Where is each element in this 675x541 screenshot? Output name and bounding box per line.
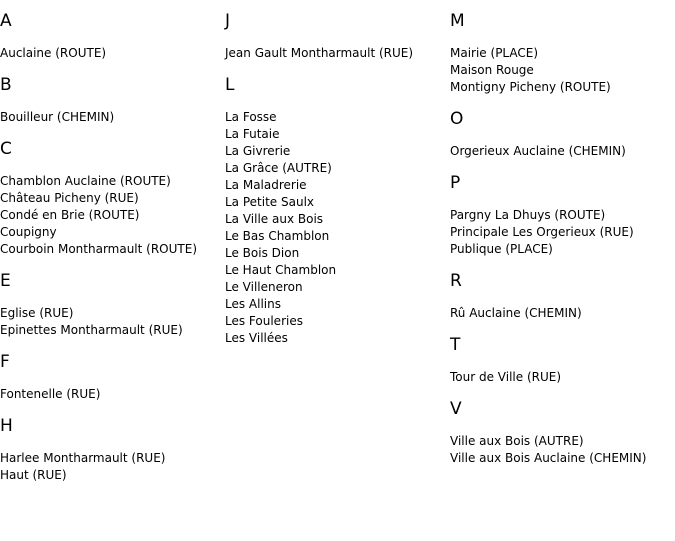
street-link[interactable]: Courboin Montharmault (ROUTE) — [0, 242, 198, 256]
letter-heading: C — [0, 139, 12, 159]
street-link[interactable]: Ville aux Bois (AUTRE) — [450, 434, 584, 448]
letter-heading: E — [0, 271, 11, 291]
street-link[interactable]: Maison Rouge — [450, 63, 534, 77]
letter-group — [0, 10, 225, 62]
street-list — [450, 45, 675, 96]
street-list — [0, 109, 225, 126]
street-link[interactable]: La Futaie — [225, 127, 280, 141]
street-link[interactable]: Publique (PLACE) — [450, 242, 553, 256]
street-link[interactable]: Condé en Brie (ROUTE) — [0, 208, 140, 222]
letter-group — [450, 172, 675, 258]
street-list — [0, 386, 225, 403]
letter-heading: O — [450, 109, 464, 129]
street-link[interactable]: Mairie (PLACE) — [450, 46, 539, 60]
letter-heading: J — [225, 11, 231, 31]
street-link[interactable]: Principale Les Orgerieux (RUE) — [450, 225, 634, 239]
street-link[interactable]: La Ville aux Bois — [225, 212, 324, 226]
letter-heading: P — [450, 173, 461, 193]
letter-group — [0, 351, 225, 403]
index-column — [0, 0, 225, 496]
letter-group — [450, 398, 675, 467]
street-link[interactable]: Rû Auclaine (CHEMIN) — [450, 306, 582, 320]
street-link[interactable]: Les Villées — [225, 331, 288, 345]
street-link[interactable]: Château Picheny (RUE) — [0, 191, 139, 205]
street-link[interactable]: Haut (RUE) — [0, 468, 67, 482]
letter-heading: F — [0, 352, 10, 372]
street-link[interactable]: Bouilleur (CHEMIN) — [0, 110, 115, 124]
street-list — [450, 305, 675, 322]
letter-heading: L — [225, 75, 235, 95]
street-list — [450, 143, 675, 160]
street-link[interactable]: Les Allins — [225, 297, 281, 311]
letter-group — [0, 270, 225, 339]
letter-heading: T — [450, 335, 461, 355]
letter-heading: H — [0, 416, 13, 436]
street-link[interactable]: La Grâce (AUTRE) — [225, 161, 332, 175]
street-list — [450, 369, 675, 386]
letter-heading: A — [0, 11, 12, 31]
street-list — [450, 433, 675, 467]
letter-group — [225, 10, 450, 62]
letter-group — [225, 74, 450, 347]
street-link[interactable]: La Fosse — [225, 110, 277, 124]
letter-heading: B — [0, 75, 12, 95]
street-link[interactable]: Tour de Ville (RUE) — [450, 370, 562, 384]
street-link[interactable]: Epinettes Montharmault (RUE) — [0, 323, 183, 337]
street-list — [225, 45, 450, 62]
street-link[interactable]: Orgerieux Auclaine (CHEMIN) — [450, 144, 626, 158]
letter-heading: R — [450, 271, 462, 291]
street-link[interactable]: Pargny La Dhuys (ROUTE) — [450, 208, 606, 222]
letter-group — [0, 138, 225, 258]
street-link[interactable]: Le Villeneron — [225, 280, 303, 294]
index-column — [225, 0, 450, 359]
street-link[interactable]: Eglise (RUE) — [0, 306, 74, 320]
street-list — [0, 450, 225, 484]
street-list — [0, 45, 225, 62]
street-link[interactable]: Le Haut Chamblon — [225, 263, 337, 277]
letter-heading: M — [450, 11, 465, 31]
street-link[interactable]: La Givrerie — [225, 144, 291, 158]
letter-group — [450, 270, 675, 322]
street-list — [0, 173, 225, 258]
letter-heading: V — [450, 399, 462, 419]
letter-group — [450, 334, 675, 386]
street-link[interactable]: Montigny Picheny (ROUTE) — [450, 80, 611, 94]
street-link[interactable]: Harlee Montharmault (RUE) — [0, 451, 166, 465]
street-link[interactable]: La Maladrerie — [225, 178, 307, 192]
letter-group — [450, 108, 675, 160]
street-link[interactable]: Les Fouleries — [225, 314, 303, 328]
street-list — [225, 109, 450, 347]
street-link[interactable]: Le Bas Chamblon — [225, 229, 330, 243]
letter-group — [450, 10, 675, 96]
street-link[interactable]: Auclaine (ROUTE) — [0, 46, 107, 60]
street-link[interactable]: La Petite Saulx — [225, 195, 314, 209]
street-link[interactable]: Jean Gault Montharmault (RUE) — [225, 46, 414, 60]
street-link[interactable]: Coupigny — [0, 225, 57, 239]
street-list — [0, 305, 225, 339]
street-link[interactable]: Le Bois Dion — [225, 246, 300, 260]
street-link[interactable]: Fontenelle (RUE) — [0, 387, 101, 401]
letter-group — [0, 74, 225, 126]
street-list — [450, 207, 675, 258]
index-column — [450, 0, 675, 479]
letter-group — [0, 415, 225, 484]
street-link[interactable]: Ville aux Bois Auclaine (CHEMIN) — [450, 451, 647, 465]
street-link[interactable]: Chamblon Auclaine (ROUTE) — [0, 174, 171, 188]
